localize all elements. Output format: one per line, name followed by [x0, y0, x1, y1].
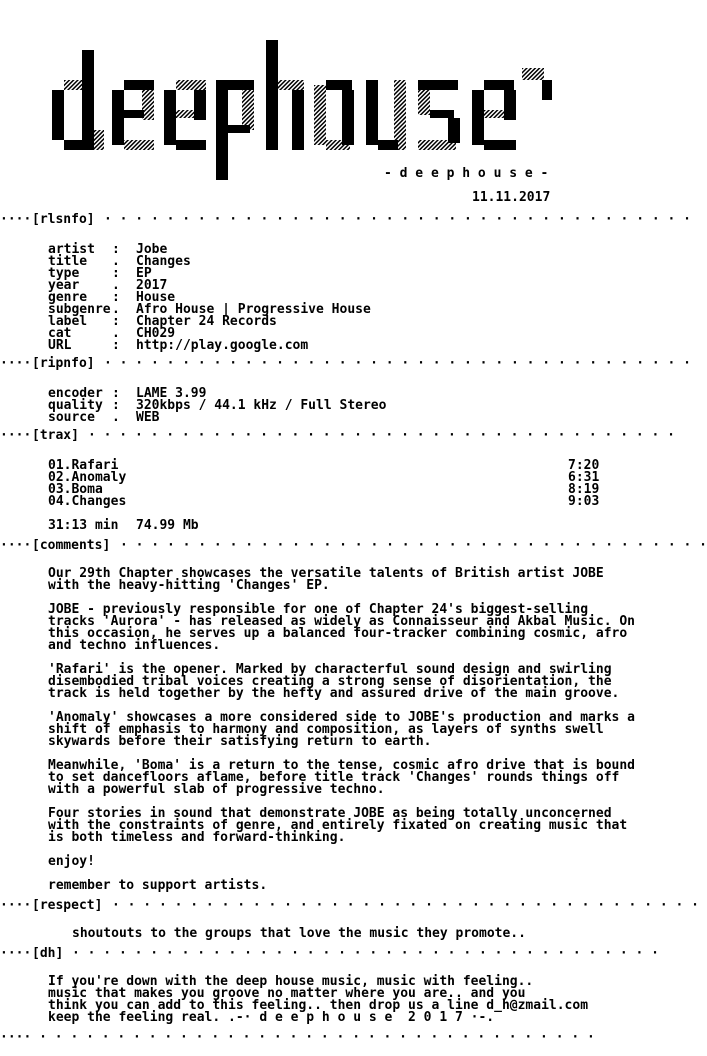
ripnfo-key: encoder [48, 386, 103, 401]
section-label-trax: [trax] [32, 428, 79, 443]
comment-line: enjoy! [48, 854, 95, 869]
rlsnfo-sep: : [112, 290, 120, 305]
rlsnfo-sep: . [112, 254, 120, 269]
separator-lead: ···· [0, 428, 32, 443]
track-time: 6:31 [568, 470, 600, 485]
separator-trail: · · · · · · · · · · · · · · · · · · · · · · · · · · · · · · · · · · · · · · [120, 538, 707, 553]
separator-lead: ···· [0, 212, 32, 227]
section-label-dh: [dh] [32, 946, 64, 961]
rlsnfo-value: 2017 [136, 278, 168, 293]
rlsnfo-sep: : [112, 266, 120, 281]
rlsnfo-key: label [48, 314, 88, 329]
rlsnfo-key: type [48, 266, 80, 281]
rlsnfo-value: Changes [136, 254, 191, 269]
comment-line: disembodied tribal voices creating a strong sense of disorientation, the [48, 674, 612, 689]
comment-line: and techno influences. [48, 638, 221, 653]
bottom-separator: ···· · · · · · · · · · · · · · · · · · · · · · · · · · · · · · · · · · · · · [0, 1030, 595, 1045]
ripnfo-value: WEB [136, 410, 160, 425]
section-label-comments: [comments] [32, 538, 111, 553]
rlsnfo-sep: . [112, 302, 120, 317]
track-time: 8:19 [568, 482, 600, 497]
track-time: 7:20 [568, 458, 600, 473]
rlsnfo-sep: : [112, 242, 120, 257]
section-label-ripnfo: [ripnfo] [32, 356, 95, 371]
separator-trail: · · · · · · · · · · · · · · · · · · · · · · · · · · · · · · · · · · · · · · [104, 212, 691, 227]
comment-line: JOBE - previously responsible for one of Chapter 24's biggest-selling [48, 602, 589, 617]
separator-trail: · · · · · · · · · · · · · · · · · · · · · · · · · · · · · · · · · · · · · · [88, 428, 675, 443]
track-name: 04.Changes [48, 494, 127, 509]
rlsnfo-value: Afro House | Progressive House [136, 302, 371, 317]
dh-line: think you can add to this feeling.. then drop us a line d_h@zmail.com [48, 998, 589, 1013]
comment-line: to set dancefloors aflame, before title track 'Changes' rounds things off [48, 770, 620, 785]
separator-lead: ···· [0, 946, 32, 961]
comment-line: 'Anomaly' showcases a more considered side to JOBE's production and marks a [48, 710, 635, 725]
tagline: - d e e p h o u s e - [384, 166, 549, 181]
comment-line: tracks 'Aurora' - has released as widely as Connaisseur and Akbal Music. On [48, 614, 635, 629]
separator-lead: ···· [0, 538, 32, 553]
rlsnfo-key: title [48, 254, 88, 269]
rlsnfo-sep: : [112, 338, 120, 353]
rlsnfo-key: cat [48, 326, 72, 341]
comment-line: with a powerful slab of progressive techno. [48, 782, 385, 797]
section-label-rlsnfo: [rlsnfo] [32, 212, 95, 227]
deephouse-logo [52, 20, 592, 180]
ripnfo-value: 320kbps / 44.1 kHz / Full Stereo [136, 398, 387, 413]
rlsnfo-key: artist [48, 242, 95, 257]
separator-lead: ···· [0, 356, 32, 371]
rlsnfo-value: EP [136, 266, 152, 281]
ripnfo-sep: : [112, 386, 120, 401]
comment-line: skywards before their satisfying return to earth. [48, 734, 432, 749]
ripnfo-sep: : [112, 398, 120, 413]
dh-line: keep the feeling real. .-· d e e p h o u s e 2 0 1 7 ·-. [48, 1010, 495, 1025]
comment-line: Meanwhile, 'Boma' is a return to the tense, cosmic afro drive that is bound [48, 758, 635, 773]
total-time: 31:13 min [48, 518, 119, 533]
rlsnfo-sep: . [112, 326, 120, 341]
separator-lead: ···· [0, 898, 32, 913]
separator-trail: · · · · · · · · · · · · · · · · · · · · · · · · · · · · · · · · · · · · · · [104, 356, 691, 371]
rlsnfo-sep: . [112, 278, 120, 293]
separator-trail: · · · · · · · · · · · · · · · · · · · · · · · · · · · · · · · · · · · · · · [112, 898, 699, 913]
track-name: 03.Boma [48, 482, 103, 497]
comment-line: track is held together by the hefty and assured drive of the main groove. [48, 686, 620, 701]
dh-line: If you're down with the deep house music, music with feeling.. [48, 974, 534, 989]
release-date: 11.11.2017 [472, 190, 551, 205]
separator-trail: · · · · · · · · · · · · · · · · · · · · · · · · · · · · · · · · · · · · · · [72, 946, 659, 961]
section-label-respect: [respect] [32, 898, 103, 913]
rlsnfo-value: Jobe [136, 242, 168, 257]
ripnfo-sep: . [112, 410, 120, 425]
comment-line: with the constraints of genre, and entirely fixated on creating music that [48, 818, 628, 833]
ripnfo-key: source [48, 410, 95, 425]
comment-line: Our 29th Chapter showcases the versatile talents of British artist JOBE [48, 566, 604, 581]
rlsnfo-key: year [48, 278, 80, 293]
respect-text: shoutouts to the groups that love the music they promote.. [72, 926, 526, 941]
dh-line: music that makes you groove no matter where you are.. and you [48, 986, 526, 1001]
rlsnfo-value: Chapter 24 Records [136, 314, 277, 329]
comment-line: is both timeless and forward-thinking. [48, 830, 346, 845]
rlsnfo-key: subgenre [48, 302, 111, 317]
track-name: 01.Rafari [48, 458, 119, 473]
comment-line: remember to support artists. [48, 878, 268, 893]
ripnfo-key: quality [48, 398, 103, 413]
rlsnfo-sep: : [112, 314, 120, 329]
comment-line: this occasion, he serves up a balanced four-tracker combining cosmic, afro [48, 626, 628, 641]
track-time: 9:03 [568, 494, 600, 509]
comment-line: 'Rafari' is the opener. Marked by characterful sound design and swirling [48, 662, 612, 677]
rlsnfo-value: http://play.google.com [136, 338, 309, 353]
rlsnfo-value: CH029 [136, 326, 176, 341]
rlsnfo-key: genre [48, 290, 88, 305]
comment-line: Four stories in sound that demonstrate JOBE as being totally unconcerned [48, 806, 612, 821]
total-size: 74.99 Mb [136, 518, 199, 533]
comment-line: shift of emphasis to harmony and composition, as layers of synths swell [48, 722, 604, 737]
track-name: 02.Anomaly [48, 470, 127, 485]
comment-line: with the heavy-hitting 'Changes' EP. [48, 578, 330, 593]
rlsnfo-value: House [136, 290, 176, 305]
ripnfo-value: LAME 3.99 [136, 386, 207, 401]
rlsnfo-key: URL [48, 338, 72, 353]
